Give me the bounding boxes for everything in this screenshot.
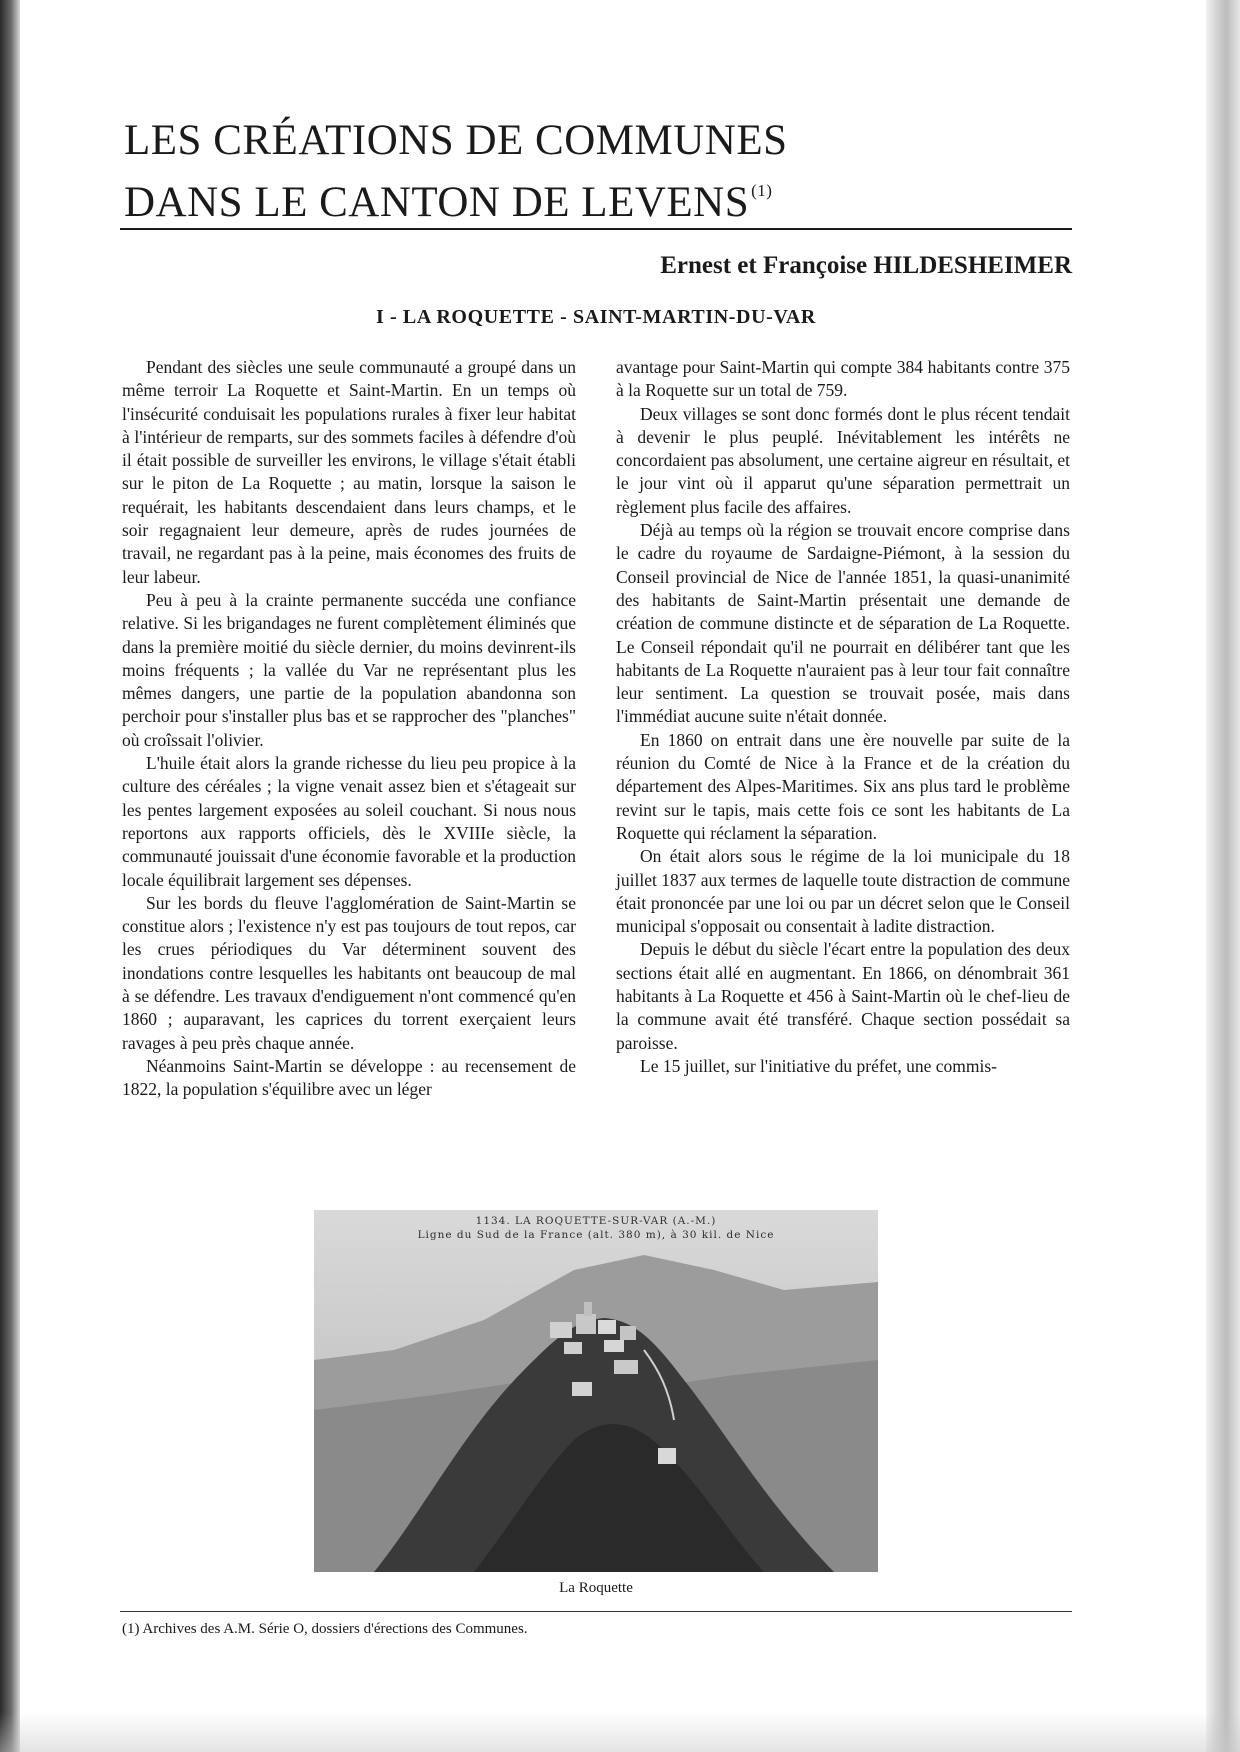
- left-column: [122, 356, 576, 1102]
- title-line-2-text: DANS LE CANTON DE LEVENS: [124, 179, 750, 226]
- title-line-1: LES CRÉATIONS DE COMMUNES: [124, 117, 788, 164]
- title-line-2: [124, 166, 1024, 228]
- paragraph: Depuis le début du siècle l'écart entre la population des deux sections était allé en augmentant. En 1866, on dénombrait 361 habitants à La Roquette et 456 à Saint-Martin où le chef-lieu de la commune avait été transféré. Chaque section possédait sa paroisse.: [616, 939, 1070, 1053]
- postcard-photo: [314, 1210, 878, 1572]
- section-heading: I - LA ROQUETTE - SAINT-MARTIN-DU-VAR: [376, 306, 816, 328]
- footnote-rule: [120, 1611, 1072, 1612]
- paragraph: Néanmoins Saint-Martin se développe : au recensement de 1822, la population s'équilibre avec un léger: [122, 1055, 576, 1100]
- scan-right-edge: [1206, 0, 1240, 1752]
- paragraph-continued: avantage pour Saint-Martin qui compte 384 habitants contre 375 à la Roquette sur un total de 759.: [616, 357, 1070, 401]
- title-footnote-ref: (1): [751, 181, 773, 200]
- paragraph: Peu à peu à la crainte permanente succéda une confiance relative. Si les brigandages ne furent complètement éliminés que dans la première moitié du siècle dernier, du moins devinrent-ils moins fréquents ; la vallée du Var ne représentant plus les mêmes dangers, une partie de la population abandonna son perchoir pour s'installer plus bas et se rapprocher des "planches" où croîssait l'olivier.: [122, 589, 576, 750]
- paragraph: Pendant des siècles une seule communauté a groupé dans un même terroir La Roquette et Saint-Martin. En un temps où l'insécurité conduisait les populations rurales à fixer leur habitat à l'intérieur de remparts, sur des sommets faciles à défendre d'où il était possible de surveiller les environs, le village s'était établi sur le piton de La Roquette ; au matin, lorsque la saison le requérait, les habitants descendaient dans leurs champs, et le soir regagnaient leur demeure, après de rudes journées de travail, ne regardant pas à la peine, mais économes des fruits de leur labeur.: [122, 357, 576, 587]
- paragraph: L'huile était alors la grande richesse du lieu peu propice à la culture des céréales ; la vigne venait assez bien et s'étageait sur les pentes largement exposées au soleil couchant. Si nous nous reportons aux rapports officiels, dès le XVIIIe siècle, la communauté jouissait d'une économie favorable et la production locale équilibrait largement ses dépenses.: [122, 753, 576, 890]
- article-title: [124, 116, 1024, 228]
- postcard-caption: [314, 1214, 878, 1242]
- paragraph: Sur les bords du fleuve l'agglomération de Saint-Martin se constitue alors ; l'existence n'y est pas toujours de tout repos, car les crues périodiques du Var déterminent souvent des inondations contre lesquelles les habitants ont beaucoup de mal à se défendre. Les travaux d'endiguement n'ont commencé qu'en 1860 ; auparavant, les caprices du torrent exerçaient leurs ravages à peu près chaque année.: [122, 892, 576, 1053]
- figure-caption: La Roquette: [559, 1580, 633, 1596]
- paragraph: Deux villages se sont donc formés dont le plus récent tendait à devenir le plus peuplé. Inévitablement les intérêts ne concordaient pas absolument, une certaine aigreur en résultait, et le jour vint où il apparut qu'une séparation permettrait un règlement plus facile des affaires.: [616, 403, 1070, 517]
- paragraph: En 1860 on entrait dans une ère nouvelle par suite de la réunion du Comté de Nice à la France et de la création du département des Alpes-Maritimes. Six ans plus tard le problème revint sur le tapis, mais cette fois ce sont les habitants de La Roquette qui réclament la séparation.: [616, 729, 1070, 843]
- scan-bottom-edge: [0, 1712, 1240, 1752]
- village-hill-illustration: [314, 1210, 878, 1572]
- postcard-caption-line-1: 1134. LA ROQUETTE-SUR-VAR (A.-M.): [475, 1215, 717, 1227]
- paragraph: Déjà au temps où la région se trouvait encore comprise dans le cadre du royaume de Sardaigne-Piémont, à la session du Conseil provincial de Nice de l'année 1851, la quasi-unanimité des habitants de Saint-Martin présentait une demande de création de commune distincte et de séparation de La Roquette. Le Conseil répondait qu'il ne pourrait en délibérer tant que les habitants de La Roquette n'auraient pas à leur tour fait connaître leur sentiment. La question se trouvait posée, mais dans l'immédiat aucune suite n'était donnée.: [616, 520, 1070, 727]
- authors: Ernest et Françoise HILDESHEIMER: [660, 252, 1072, 279]
- paragraph: On était alors sous le régime de la loi municipale du 18 juillet 1837 aux termes de laquelle toute distraction de commune était prononcée par une loi ou par un décret selon que le Conseil municipal s'opposait ou consentait à ladite distraction.: [616, 846, 1070, 937]
- postcard-caption-line-2: Ligne du Sud de la France (alt. 380 m), à 30 kil. de Nice: [417, 1229, 775, 1241]
- title-rule: [120, 228, 1072, 230]
- paragraph: Le 15 juillet, sur l'initiative du préfet, une commis-: [640, 1055, 997, 1076]
- scan-left-edge: [0, 0, 20, 1752]
- right-column: [616, 356, 1070, 1078]
- footnote: (1) Archives des A.M. Série O, dossiers d'érections des Communes.: [122, 1621, 528, 1637]
